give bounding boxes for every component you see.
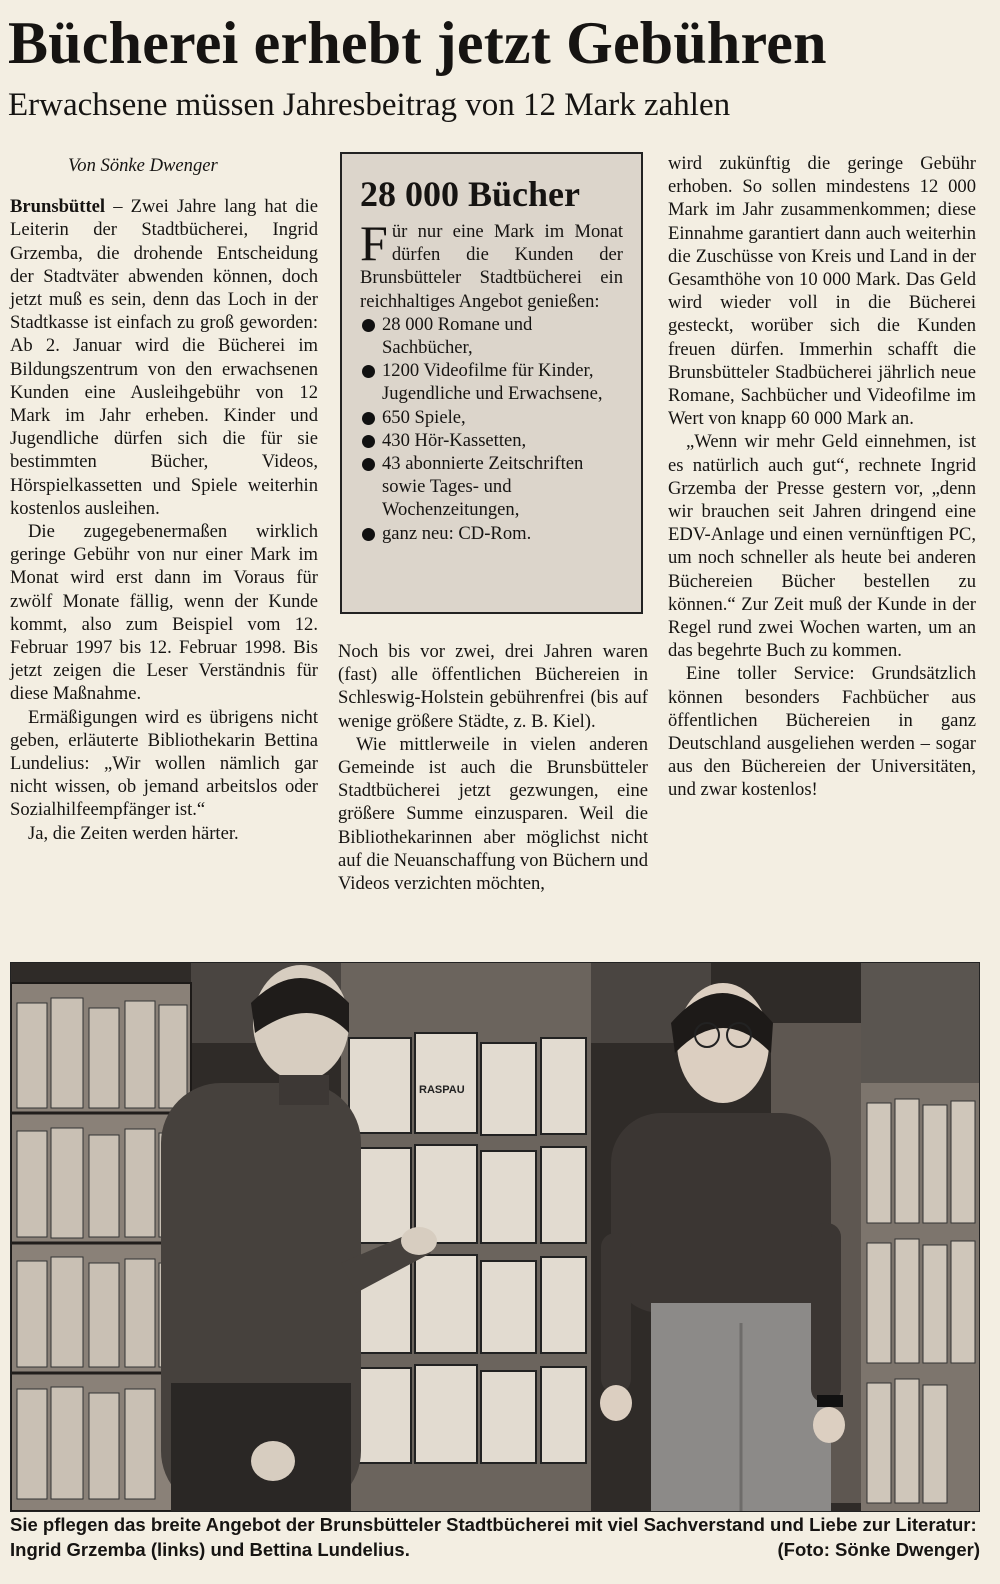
paragraph: Eine toller Service: Grundsätzlich können besonders Fachbücher aus öffentlichen Büchereien in ganz Deutschland ausgeliehen werden – sogar aus den Büchereien der Universitäten, und zwar kostenlos! [668,663,976,801]
paragraph [10,195,318,520]
paragraph: „Wenn wir mehr Geld einnehmen, ist es natürlich auch gut“, rechnete Ingrid Grzemba der Presse gestern vor, „denn wir brauchen seit Jahren dringend eine EDV-Anlage und einen vernünftigen PC, um noch schneller als heute bei anderen Büchereien Bücher bestellen zu können.“ Zur Zeit muß der Kunde in der Regel rund zwei Wochen warten, um an das begehrte Buch zu kommen. [668,431,976,662]
paragraph-text: – Zwei Jahre lang hat die Leiterin der Stadtbücherei, Ingrid Grzemba, die drohende Entscheidung der Stadtväter abwenden können, doch jetzt muß es sein, denn das Loch in der Stadtkasse ist einfach zu groß geworden: Ab 2. Januar wird die Bücherei im Bildungszentrum von den erwachsenen Kunden eine Ausleihgebühr von 12 Mark im Jahr erheben. Kinder und Jugendliche dürfen sich die für sie bestimmten Bücher, Videos, Hörspielkassetten und Spiele weiterhin kostenlos ausleihen. [10,196,318,519]
paragraph: wird zukünftig die geringe Gebühr erhoben. So sollen mindestens 12 000 Mark im Jahr zusammenkommen; diese Einnahme garantiert dann auch weiterhin die Zuschüsse von Kreis und Land in der Gesamthöhe von 10 000 Mark. Das Geld wird wieder voll in die Bücherei gesteckt, worüber sich die Kunden freuen dürfen. Immerhin schafft die Brunsbütteler Stadbücherei jährlich neue Romane, Sachbücher und Videofilme im Wert von knapp 60 000 Mark an. [668,153,976,430]
headline: Bücherei erhebt jetzt Gebühren [8,10,827,76]
article-column-1 [10,152,318,845]
dateline: Brunsbüttel [10,196,106,218]
paragraph: Wie mittlerweile in vielen anderen Gemeinde ist auch die Brunsbütteler Stadtbücherei jetzt gezwungen, eine größere Summe einzusparen. Weil die Bibliothekarinnen aber möglichst nicht auf die Neuanschaffung von Büchern und Videos verzichten möchten, [338,733,648,895]
article-column-2 [338,640,648,895]
list-item: 1200 Videofilme für Kinder, Jugendliche und Erwachsene, [360,359,623,405]
info-box [340,152,643,614]
drop-cap: F [360,215,388,271]
library-photo [10,962,980,1512]
list-item: 430 Hör-Kassetten, [360,429,623,452]
list-item: 43 abonnierte Zeitschriften sowie Tages- und Wochenzeitungen, [360,452,623,522]
info-box-intro [360,215,623,313]
subheadline: Erwachsene müssen Jahresbeitrag von 12 Mark zahlen [8,87,731,123]
paragraph: Noch bis vor zwei, drei Jahren waren (fast) alle öffentlichen Büchereien in Schleswig-Holstein gebührenfrei (bis auf wenige größere Städte, z. B. Kiel). [338,641,648,732]
list-item: ganz neu: CD-Rom. [360,522,623,545]
list-item: 650 Spiele, [360,406,623,429]
photo-caption [10,1512,980,1562]
paragraph: Die zugegebenermaßen wirklich geringe Gebühr von nur einer Mark im Monat wird erst dann im Voraus für zwölf Monate fällig, wenn der Kunde kommt, also zum Beispiel vom 12. Februar 1997 bis 12. Februar 1998. Bis jetzt zeigen die Leser Verständnis für diese Maßnahme. [10,521,318,705]
byline: Von Sönke Dwenger [68,155,218,176]
video-cover-label: RASPAU [419,1084,465,1096]
article-column-3 [668,152,976,802]
photo-credit: (Foto: Sönke Dwenger) [777,1539,980,1560]
paragraph: Ja, die Zeiten werden härter. [28,822,239,844]
paragraph: Ermäßigungen wird es übrigens nicht geben, erläuterte Bibliothekarin Bettina Lundelius: „Wir wollen nämlich gar nicht wissen, ob jemand arbeitslos oder Sozialhilfeempfänger ist.“ [10,706,318,821]
info-box-intro-text: ür nur eine Mark im Monat dürfen die Kunden der Brunsbütteler Stadtbücherei ein reichhaltiges Angebot genießen: [360,221,623,312]
info-box-list [360,313,623,545]
info-box-title: 28 000 Bücher [360,174,580,214]
list-item: 28 000 Romane und Sachbücher, [360,313,623,359]
caption-text: Sie pflegen das breite Angebot der Brunsbütteler Stadtbücherei mit viel Sachverstand und Liebe zur Literatur: Ingrid Grzemba (links) und Bettina Lundelius. [10,1514,977,1560]
photo-illustration [11,963,979,1511]
